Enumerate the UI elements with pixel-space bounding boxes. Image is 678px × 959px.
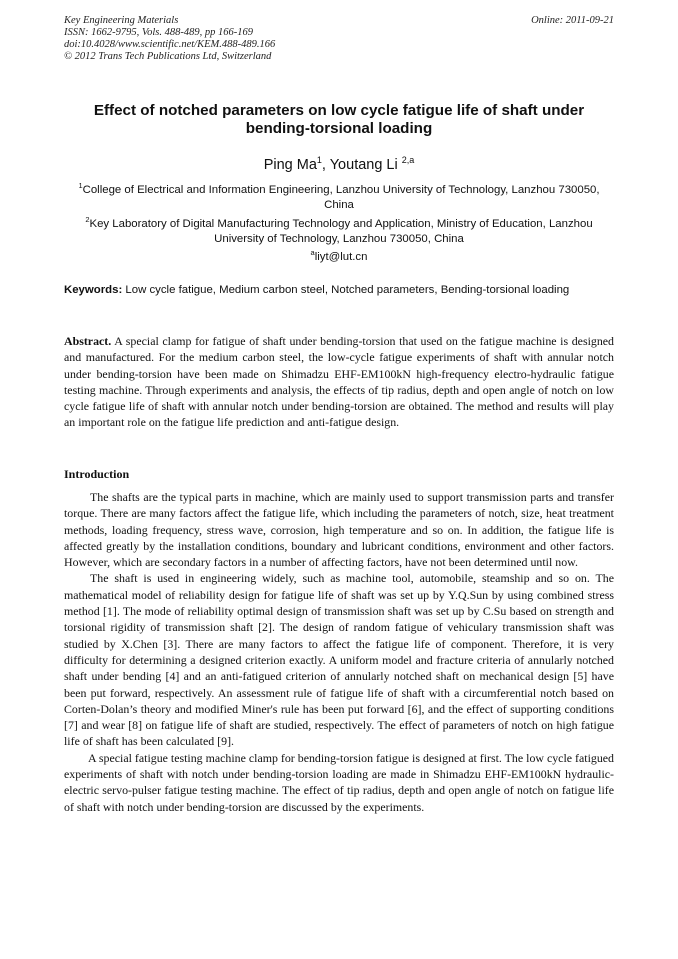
introduction-body <box>64 489 614 815</box>
email-link[interactable]: liyt@lut.cn <box>314 250 368 263</box>
author-email <box>64 248 614 263</box>
copyright-line: © 2012 Trans Tech Publications Ltd, Switzerland <box>64 51 272 62</box>
abstract-label: Abstract. <box>64 334 112 348</box>
journal-header <box>64 15 275 63</box>
affil-mark: 2 <box>85 215 90 224</box>
author-separator: , <box>321 156 330 173</box>
paragraph: The shaft is used in engineering widely, such as machine tool, automobile, steamship and so on. The mathematical model of reliability design for fatigue life of shaft was set up by Y.Q.Sun by using combined stress method [1]. The mode of reliability optimal design of transmission shaft was set up by C.Su based on strength and torsional rigidity of transmission shaft [2]. The design of random fatigue of vehiculary transmission shaft was studied by X.Chen [3]. There are many factors to affect the fatigue life of component. Therefore, it is very difficulty for determining a designed criterion exactly. A uniform model and fracture criteria of annularly notched shaft under bending [4] and an anti-fatigued criterion of annularly notched shaft on mechanical design [5] have been put forward, respectively. An assessment rule of fatigue life of shaft with a circumferential notch based on Corten-Dolan’s theory and modified Miner's rule has been put forward [6], and the effect of supporting conditions [7] and wear [8] on fatigue life of shaft are studied, respectively. The effect of parameters of notch on high fatigue life of shaft has been calculated [9]. <box>64 571 614 749</box>
keywords <box>64 282 614 298</box>
author-affil-mark: 2,a <box>401 155 415 165</box>
author-list <box>64 151 614 174</box>
affil-text: Key Laboratory of Digital Manufacturing Technology and Application, Ministry of Education, Lanzhou University of Technology, Lanzhou 730050, China <box>89 217 593 245</box>
affiliation-1 <box>64 178 614 213</box>
abstract <box>64 333 614 431</box>
journal-name: Key Engineering Materials <box>64 15 179 26</box>
paper-title: Effect of notched parameters on low cycle fatigue life of shaft under bending-torsional loading <box>93 102 585 137</box>
abstract-text: A special clamp for fatigue of shaft under bending-torsion that used on the fatigue machine is designed and manufactured. For the medium carbon steel, the low-cycle fatigue experiments of shaft with annular notch under bending-torsion have been made on Shimadzu EHF-EM100kN high-frequency electro-hydraulic fatigue testing machine. Through experiments and analysis, the effects of tip radius, depth and open angle of notch on low cycle fatigue life of shaft with annular notch under bending-torsion are obtained. The method and results will play an important role on the fatigue life prediction and anti-fatigue design. <box>64 334 614 430</box>
affiliation-2 <box>64 212 614 247</box>
paragraph: The shafts are the typical parts in machine, which are mainly used to support transmission parts and transfer torque. There are many factors affect the fatigue life, which including the parameters of notch, size, heat treatment methods, loading frequency, stress wave, corrosion, high temperature and so on. In addition, the fatigue life is affected greatly by the installation conditions, boundary and lubricant conditions, environment and other factors. However, which are secondary factors in a number of affecting factors, have not been determined until now. <box>64 490 614 570</box>
doi-line: doi:10.4028/www.scientific.net/KEM.488-489.166 <box>64 39 276 50</box>
keywords-label: Keywords: <box>64 284 123 296</box>
section-heading: Introduction <box>64 467 130 481</box>
online-date: Online: 2011-09-21 <box>531 15 614 26</box>
issn-line: ISSN: 1662-9795, Vols. 488-489, pp 166-169 <box>64 27 253 38</box>
keywords-text: Low cycle fatigue, Medium carbon steel, Notched parameters, Bending-torsional loading <box>125 284 570 296</box>
author-name: Ping Ma <box>263 156 317 173</box>
affil-text: College of Electrical and Information Engineering, Lanzhou University of Technology, Lanzhou 730050, China <box>82 183 600 211</box>
paragraph: A special fatigue testing machine clamp for bending-torsion fatigue is designed at first. The low cycle fatigued experiments of shaft with notch under bending-torsion loading are made in Shimadzu EHF-EM100kN hydraulic-electric servo-pulser fatigue testing machine. The effect of tip radius, depth and open angle of notch on fatigue life of shaft with notch under bending-torsion are discussed by the experiments. <box>64 750 614 814</box>
author-affil-mark: 1 <box>316 155 322 165</box>
email-mark: a <box>310 248 315 257</box>
affil-mark: 1 <box>78 181 83 190</box>
author-name: Youtang Li <box>329 156 402 173</box>
